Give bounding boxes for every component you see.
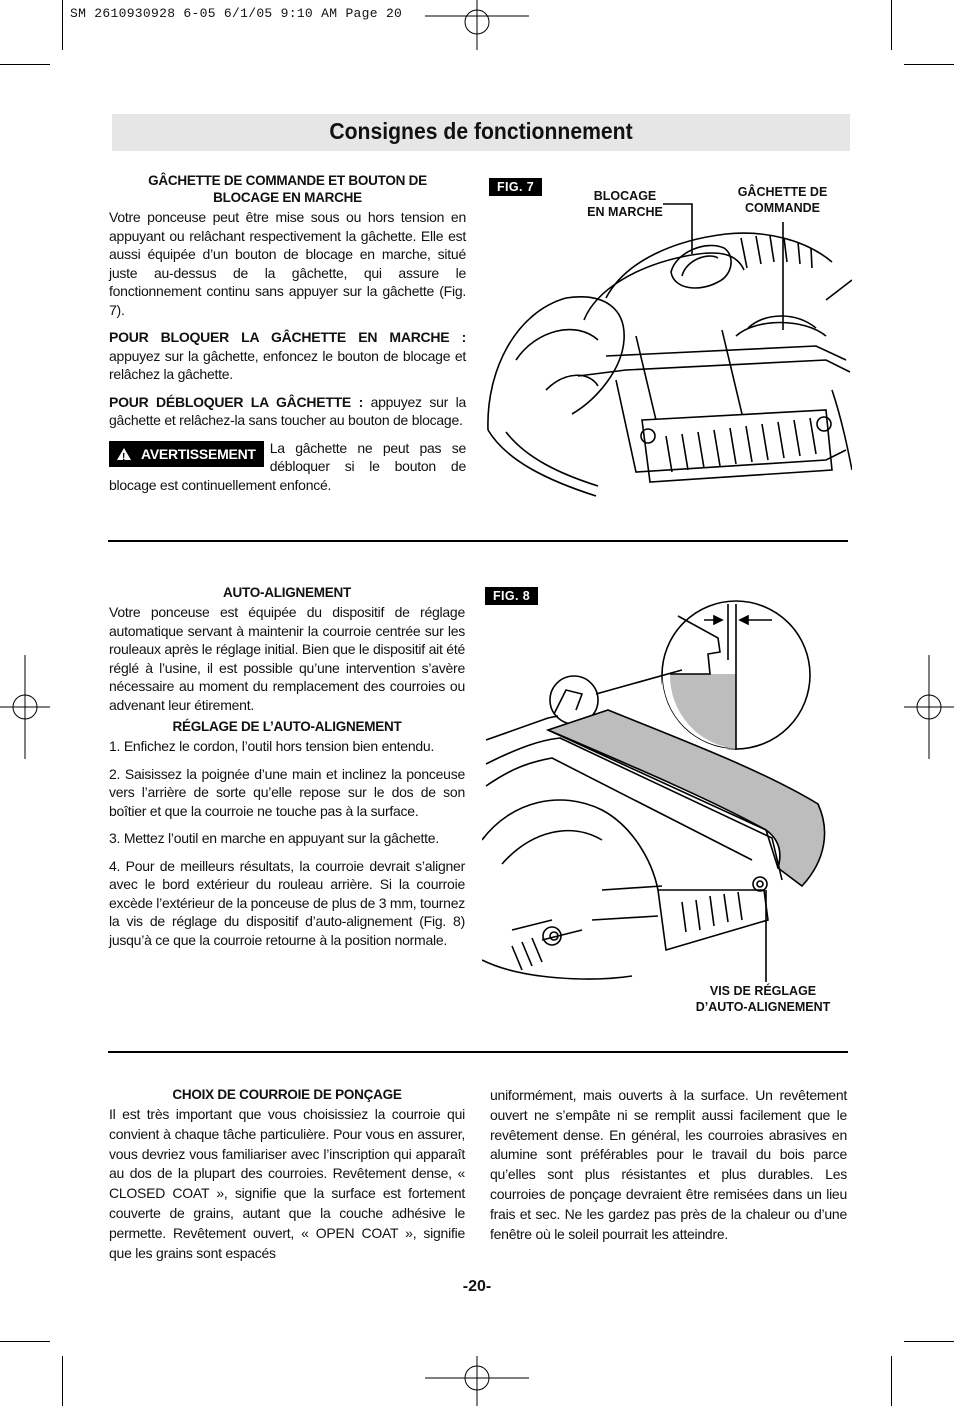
unlock-text: appuyez sur la gâchette et relâchez-la sans toucher au bouton de blocage. (109, 393, 466, 428)
lock-label: POUR BLOQUER LA GÂCHETTE EN MARCHE : (109, 329, 466, 345)
crop-mark (0, 1341, 50, 1342)
section-heading: AUTO-ALIGNEMENT (223, 585, 351, 600)
crop-mark (0, 64, 50, 65)
warning-badge (109, 441, 264, 468)
paragraph: uniformément, mais ouverts à la surface. Un revêtement ouvert ne s’empâte ni se remplit aussi facilement que le revêtement dense. En général, les courroies abrasives en alumine sont préférables pour le travail du bois parce qu’elles sont plus résistantes et plus durables. Les courroies de ponçage devraient être remisées dans un lieu frais et sec. Ne les gardez pas près de la chaleur ou d’une fenêtre où le soleil pourrait les atteindre. (490, 1087, 847, 1242)
section-subheading: RÉGLAGE DE L’AUTO-ALIGNEMENT (172, 719, 402, 734)
step-item: 2. Saisissez la poignée d’une main et inclinez la ponceuse vers l’arrière de sorte qu’elle repose sur le dos de son boîtier et que la courroie ne touche pas à la surface. (109, 765, 465, 819)
crop-mark (62, 0, 63, 50)
callout-line: BLOCAGE (593, 189, 657, 203)
section-divider (108, 1051, 848, 1053)
unlock-label: POUR DÉBLOQUER LA GÂCHETTE : (109, 393, 363, 410)
print-slug: SM 2610930928 6-05 6/1/05 9:10 AM Page 20 (70, 6, 403, 21)
section-belt-choice-col1 (109, 1086, 465, 1272)
paragraph: Il est très important que vous choisissiez la courroie qui convient à chaque tâche particulière. Pour vous en assurer, vous devriez vous familiariser avec l’inscription qui apparaît au dos de la plupart des courroies. Revêtement dense, « CLOSED COAT », signifie que la surface est fortement couverte de grains, autant que la couche adhésive le permette. Revêtement ouvert, « OPEN COAT », signifie que les grains sont espacés (109, 1106, 465, 1261)
callout-line: VIS DE RÉGLAGE (709, 984, 817, 998)
fig7-label: FIG. 7 (489, 178, 542, 196)
paragraph: Votre ponceuse est équipée du dispositif de réglage automatique servant à maintenir la courroie centrée sur les rouleaux après le réglage initial. Bien que le dispositif ait été réglé à l’usine, il est possible qu’une intervention s’avère nécessaire au moment du remplacement des courroies ou advenant leur étirement. (109, 604, 465, 713)
lock-text: appuyez sur la gâchette, enfoncez le bouton de blocage et relâchez la gâchette. (109, 347, 466, 382)
registration-mark-top-icon (425, 0, 529, 52)
section-belt-choice-col2 (490, 1086, 847, 1253)
callout-line: EN MARCHE (587, 205, 663, 219)
crop-mark (62, 1356, 63, 1406)
section-heading (109, 172, 466, 206)
crop-mark (904, 1341, 954, 1342)
section-divider (108, 540, 848, 542)
registration-mark-left-icon (0, 655, 50, 759)
step-item: 3. Mettez l’outil en marche en appuyant sur la gâchette. (109, 830, 439, 846)
step-item: 1. Enfichez le cordon, l’outil hors tension bien entendu. (109, 738, 435, 754)
fig8-label: FIG. 8 (485, 587, 538, 605)
registration-mark-bottom-icon (425, 1354, 529, 1406)
page-number: -20- (462, 1278, 492, 1295)
callout-line: GÂCHETTE DE (737, 185, 828, 199)
section-auto-alignment (109, 584, 465, 958)
fig7-sander-illustration (486, 200, 852, 498)
registration-mark-right-icon (904, 655, 954, 759)
paragraph (109, 328, 466, 384)
crop-mark (904, 64, 954, 65)
warning-text: La gâchette ne peut pas se débloquer si le bouton de blocage est continuellement enfoncé. (109, 439, 466, 493)
callout-line: D’AUTO-ALIGNEMENT (695, 1000, 831, 1014)
section-trigger (109, 172, 466, 503)
callout-line: COMMANDE (745, 201, 820, 215)
fig8-callout-screw (688, 983, 838, 1015)
warning-triangle-icon: ! (117, 448, 131, 460)
paragraph: Votre ponceuse peut être mise sous ou hors tension en appuyant ou relâchant respectivement la gâchette. Elle est aussi équipée d’un bouton de blocage en marche, situé juste au-dessus de la gâchette, qui assure le fonctionnement continu sans appuyer sur la gâchette (Fig. 7). (109, 209, 466, 318)
step-item: 4. Pour de meilleurs résultats, la courroie devrait s’aligner avec le bord extérieur du rouleau arrière. Si la courroie excède l’extérieur de la ponceuse de plus de 3 mm, tournez la vis de réglage du dispositif d’auto-alignement (Fig. 8) jusqu’à ce que la courroie retourne à la position normale. (109, 857, 465, 948)
heading-line: GÂCHETTE DE COMMANDE ET BOUTON DE (148, 173, 427, 188)
section-heading: CHOIX DE COURROIE DE PONÇAGE (172, 1087, 402, 1102)
crop-mark (891, 1356, 892, 1406)
paragraph (109, 393, 466, 430)
warning-paragraph (109, 439, 466, 495)
warning-label: AVERTISSEMENT (141, 445, 256, 462)
page-title: Consignes de fonctionnement (329, 118, 633, 144)
heading-line: BLOCAGE EN MARCHE (213, 190, 362, 205)
crop-mark (891, 0, 892, 50)
fig8-sander-illustration (482, 590, 852, 985)
title-bar (112, 114, 850, 151)
